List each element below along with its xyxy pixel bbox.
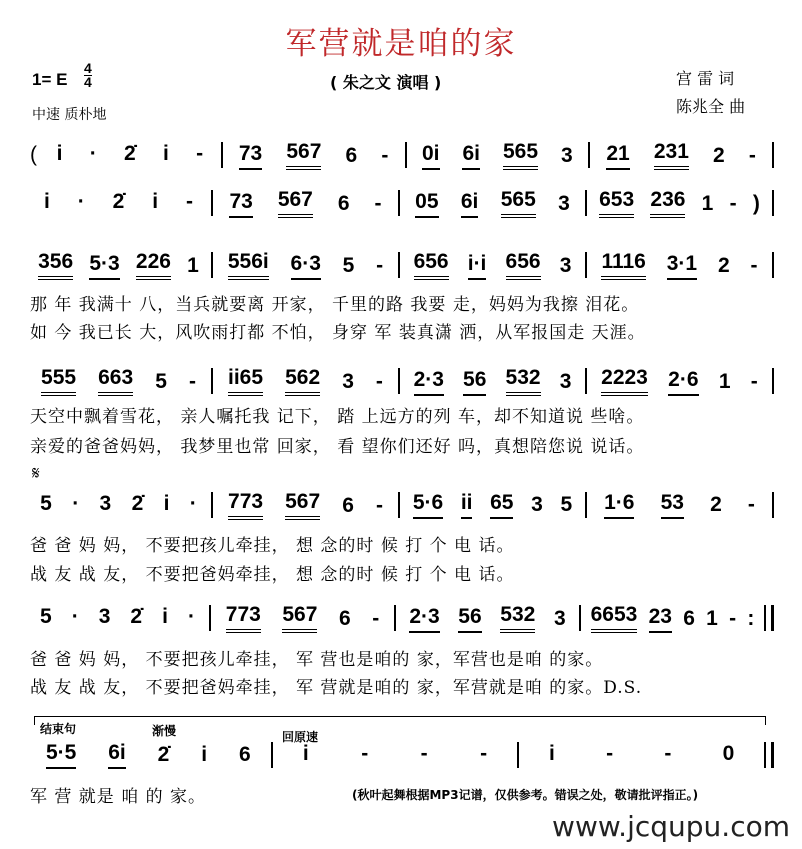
note: 2 [717,254,730,277]
note: 5 [40,492,52,515]
note: i [162,142,169,165]
note: 565 [501,188,536,218]
note: i·i [468,252,487,280]
note: - [376,254,384,277]
note: - [480,742,488,765]
note: - [188,370,196,393]
barline [772,190,774,216]
measure [43,142,217,168]
note: 2̇ [157,743,170,766]
note: 656 [414,250,449,280]
note: 1·6 [604,491,634,519]
note: 2̇ [124,142,136,165]
note: 2·6 [668,368,698,396]
note: 2̇ [112,190,125,213]
note: · [77,190,85,213]
note: - [729,607,737,630]
measure [277,742,514,768]
measure [594,140,768,170]
note: 3 [531,493,543,516]
note: · [71,605,79,628]
measure [217,366,394,396]
note: 1 [187,254,199,277]
note: 5·6 [413,491,443,519]
note: - [374,192,382,215]
note: 3 [553,607,566,630]
note: 2 [713,144,725,167]
note: 1 [701,192,714,215]
barline [772,492,774,518]
note: 3 [561,144,573,167]
note: 565 [503,140,538,170]
note: - [750,370,758,393]
note: - [420,742,428,765]
ending-label: 结束句 [40,722,77,736]
measure [217,250,394,280]
measure [217,490,394,520]
lyric-line: 天空中飘着雪花， 亲人嘱托我 记下， 踏 上远方的列 车，却不知道说 些啥。 [30,407,645,427]
barline [764,742,774,768]
note: 3 [558,192,570,215]
note: 65 [490,491,513,519]
measure [591,366,768,396]
barline [221,142,223,168]
note: 6 [345,144,358,167]
note: - [375,494,383,517]
slow-marking: 渐慢 [152,724,177,738]
note: i [152,190,159,213]
note: 2 [710,493,722,516]
barline [209,605,211,631]
note: 6 [342,494,354,517]
note: i [43,190,50,213]
measure [591,250,768,280]
note: 2·3 [409,605,439,633]
note: - [750,254,758,277]
barline [394,605,396,631]
note: 23 [649,605,672,633]
note: 567 [286,140,321,170]
note: i [163,492,170,515]
note: 3 [342,370,354,393]
measure [591,188,768,218]
note: · [189,492,197,515]
note: 356 [38,250,73,280]
staff-line [30,188,778,218]
note: 6i [462,142,480,170]
note: 656 [506,250,541,280]
lyricist: 宫 雷 词 [676,69,735,88]
note: 5 [155,370,167,393]
note: 2̇ [131,492,144,515]
note: 53 [661,491,684,519]
note: 2223 [601,366,648,396]
staff-line [30,490,778,520]
barline [772,252,774,278]
barline [772,368,774,394]
note: 653 [599,188,634,218]
note: - [748,144,756,167]
segno-sign: 𝄋 [32,463,40,483]
measure [217,188,394,218]
note: - [381,144,389,167]
lyric-line: 爸 爸 妈 妈， 不要把孩儿牵挂， 军 营也是咱的 家，军营也是咱 的家。 [30,650,604,670]
note: 5·3 [89,252,119,280]
measure [400,603,575,633]
note: i [201,743,208,766]
note: 5 [560,493,573,516]
note: 3 [99,492,112,515]
note: 562 [285,366,320,396]
note: 1 [706,607,718,630]
ending-bracket [34,716,766,725]
note: 773 [228,490,263,520]
lyric-line: 战 友 战 友， 不要把爸妈牵挂， 想 念的时 候 打 个 电 话。 [30,565,515,585]
note: 773 [226,603,261,633]
note: ii65 [228,366,263,396]
measure [585,603,760,633]
note: - [372,607,380,630]
note: 0i [422,142,440,170]
resume-tempo: 回原速 [282,730,319,744]
staff-line [30,250,778,280]
barline [211,252,213,278]
note: - [747,493,755,516]
note: 5·5 [46,741,76,769]
note: 555 [41,366,76,396]
lyric-line: 那 年 我满十 八，当兵就要离 开家， 千里的路 我要 走，妈妈为我擦 泪花。 [30,295,640,315]
note: 73 [229,190,252,218]
barline [585,492,587,518]
barline [517,742,519,768]
barline [579,605,581,631]
note: 6653 [591,603,638,633]
note: 6 [337,192,350,215]
barline [585,252,587,278]
note: 556i [228,250,269,280]
note: - [664,742,672,765]
staff-line [30,366,778,396]
measure [215,603,390,633]
note: 3 [559,370,572,393]
note: 73 [239,142,262,170]
staff-line [30,140,778,170]
note: - [729,192,737,215]
measure [30,190,207,216]
note: ii [461,491,473,519]
note: 226 [136,250,171,280]
measure [30,605,205,631]
note: 6i [461,190,479,218]
barline [398,368,400,394]
barline [405,142,407,168]
note: : [747,607,755,630]
note: - [606,742,614,765]
measure [404,491,581,519]
note: i [56,142,63,165]
barline [764,605,774,631]
note: i [302,742,309,765]
note: 1 [718,370,731,393]
note: 236 [650,188,685,218]
watermark: www.jcqupu.com [552,810,790,843]
measure [411,140,585,170]
note: - [375,370,383,393]
note: 532 [506,366,541,396]
note: 6 [683,607,695,630]
measure [30,492,207,518]
barline [398,492,400,518]
lyric-line: 亲爱的爸爸妈妈， 我梦里也常 回家， 看 望你们还好 吗，真想陪您说 说话。 [30,437,645,457]
note: 6·3 [291,252,321,280]
time-bottom: 4 [84,74,92,90]
barline [585,190,587,216]
measure [227,140,401,170]
barline [211,492,213,518]
note: 21 [606,142,629,170]
time-signature [84,62,92,89]
note: 567 [278,188,313,218]
lyric-line: 如 今 我已长 大，风吹雨打都 不怕， 身穿 军 装真潇 洒，从军报国走 天涯。 [30,323,646,343]
note: 567 [282,603,317,633]
lyric-line: 军 营 就是 咱 的 家。 [30,787,207,807]
measure [523,742,760,768]
note: 2·3 [414,368,444,396]
note: - [186,190,194,213]
note: 2̇ [130,605,143,628]
barline [211,190,213,216]
note: 05 [415,190,438,218]
barline [398,252,400,278]
note: · [72,492,80,515]
tempo-marking: 中速 质朴地 [32,107,107,123]
measure [30,741,267,769]
note: 6i [108,741,126,769]
note: · [89,142,97,165]
note: 56 [458,605,481,633]
note: 3 [98,605,111,628]
measure [404,188,581,218]
lyric-line: 爸 爸 妈 妈， 不要把孩儿牵挂， 想 念的时 候 打 个 电 话。 [30,536,515,556]
barline [398,190,400,216]
note: 6 [238,743,251,766]
song-title: 军营就是咱的家 [285,26,517,62]
note: 567 [285,490,320,520]
measure [30,250,207,280]
note: 6 [338,607,351,630]
barline [588,142,590,168]
barline [585,368,587,394]
paren: ( [30,143,37,166]
barline [211,368,213,394]
note: 231 [654,140,689,170]
note: · [187,605,195,628]
note: 0 [722,742,735,765]
measure [30,366,207,396]
measure [591,491,768,519]
performer: ( 朱之文 演唱 ) [330,73,442,92]
barline [772,142,774,168]
note: ) [752,192,760,215]
time-top: 4 [84,60,92,76]
note: i [162,605,168,628]
note: 5 [342,254,355,277]
footnote: (秋叶起舞根据MP3记谱，仅供参考。错误之处，敬请批评指正。) [352,788,699,802]
note: 3 [559,254,572,277]
note: 663 [98,366,133,396]
note: - [361,742,369,765]
measure [404,366,581,396]
barline [271,742,273,768]
note: 5 [40,605,52,628]
note: 3·1 [667,252,697,280]
composer: 陈兆全 曲 [676,97,746,116]
staff-line [30,603,778,633]
measure [404,250,581,280]
staff-line [30,740,778,770]
note: 56 [463,368,486,396]
note: 1116 [601,250,645,280]
note: 532 [500,603,535,633]
lyric-line: 战 友 战 友， 不要把爸妈牵挂， 军 营就是咱的 家，军营就是咱 的家。D.S. [30,678,643,698]
key-signature: 1= E [32,70,68,89]
note: - [196,142,204,165]
note: i [548,742,555,765]
